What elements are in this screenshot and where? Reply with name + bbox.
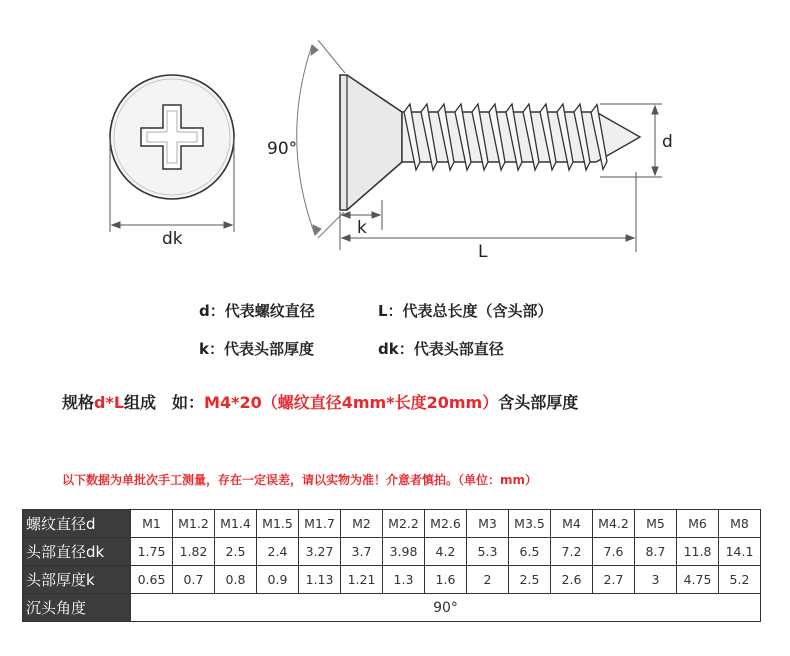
size-cell: M6 [677,510,719,538]
table-cell: 7.2 [551,538,593,566]
table-cell: 2 [467,566,509,594]
table-cell: 4.2 [425,538,467,566]
measurement-note: 以下数据为单批次手工测量，存在一定误差，请以实物为准！介意者慎拍。（单位：mm） [62,473,538,487]
legend-dk: dk：代表头部直径 [378,340,504,358]
table-cell: 90° [131,594,761,622]
size-cell: M1.7 [299,510,341,538]
spec-example: M4*20（螺纹直径4mm*长度20mm） [204,393,499,412]
k-label: k [357,218,367,238]
table-cell: 2.6 [551,566,593,594]
spec-tail: 含头部厚度 [498,393,579,412]
table-cell: 3.27 [299,538,341,566]
table-cell: 5.2 [719,566,761,594]
legend-k: k：代表头部厚度 [199,340,314,358]
spec-suffix: 组成 如： [124,393,205,412]
table-cell: 2.5 [215,538,257,566]
size-cell: M4.2 [593,510,635,538]
table-cell: 8.7 [635,538,677,566]
screw-head-top-view [110,75,234,199]
legend-d: d：代表螺纹直径 [199,302,315,320]
size-cell: M8 [719,510,761,538]
table-cell: 3 [635,566,677,594]
screw-side-view [340,75,640,210]
table-row-countersink-angle [23,594,761,622]
table-cell: 1.13 [299,566,341,594]
table-cell: 7.6 [593,538,635,566]
spec-line [62,390,578,413]
table-cell: 2.5 [509,566,551,594]
table-cell: 0.65 [131,566,173,594]
size-cell: M3 [467,510,509,538]
size-cell: M3.5 [509,510,551,538]
angle-label: 90° [267,139,298,159]
spec-table [22,509,761,622]
d-label: d [662,132,673,152]
size-cell: M1.4 [215,510,257,538]
table-cell: 11.8 [677,538,719,566]
size-cell: M1.5 [257,510,299,538]
table-cell: 2.4 [257,538,299,566]
angle-indicator [297,40,345,238]
table-cell: 5.3 [467,538,509,566]
table-cell: 0.7 [173,566,215,594]
table-cell: 4.75 [677,566,719,594]
table-cell: 0.9 [257,566,299,594]
table-row-head-thickness [23,566,761,594]
table-row-header: 螺纹直径d [23,510,131,538]
size-cell: M4 [551,510,593,538]
table-cell: 6.5 [509,538,551,566]
table-cell: 1.75 [131,538,173,566]
table-row-head-diameter [23,538,761,566]
length-dimension [342,172,636,252]
table-row-thread-diameter [23,510,761,538]
table-cell: 3.7 [341,538,383,566]
length-label: L [478,242,488,262]
table-cell: 3.98 [383,538,425,566]
table-cell: 1.6 [425,566,467,594]
table-cell: 2.7 [593,566,635,594]
table-cell: 14.1 [719,538,761,566]
table-cell: 1.21 [341,566,383,594]
table-row-header: 头部厚度k [23,566,131,594]
size-cell: M2.6 [425,510,467,538]
size-cell: M2 [341,510,383,538]
table-row-header: 沉头角度 [23,594,131,622]
table-cell: 1.3 [383,566,425,594]
size-cell: M2.2 [383,510,425,538]
size-cell: M5 [635,510,677,538]
spec-prefix: 规格 [62,393,95,412]
size-cell: M1.2 [173,510,215,538]
table-cell: 0.8 [215,566,257,594]
dk-label: dk [162,229,183,249]
size-cell: M1 [131,510,173,538]
spec-formula: d*L [94,393,125,412]
table-row-header: 头部直径dk [23,538,131,566]
table-cell: 1.82 [173,538,215,566]
legend-L: L：代表总长度（含头部） [378,302,553,320]
